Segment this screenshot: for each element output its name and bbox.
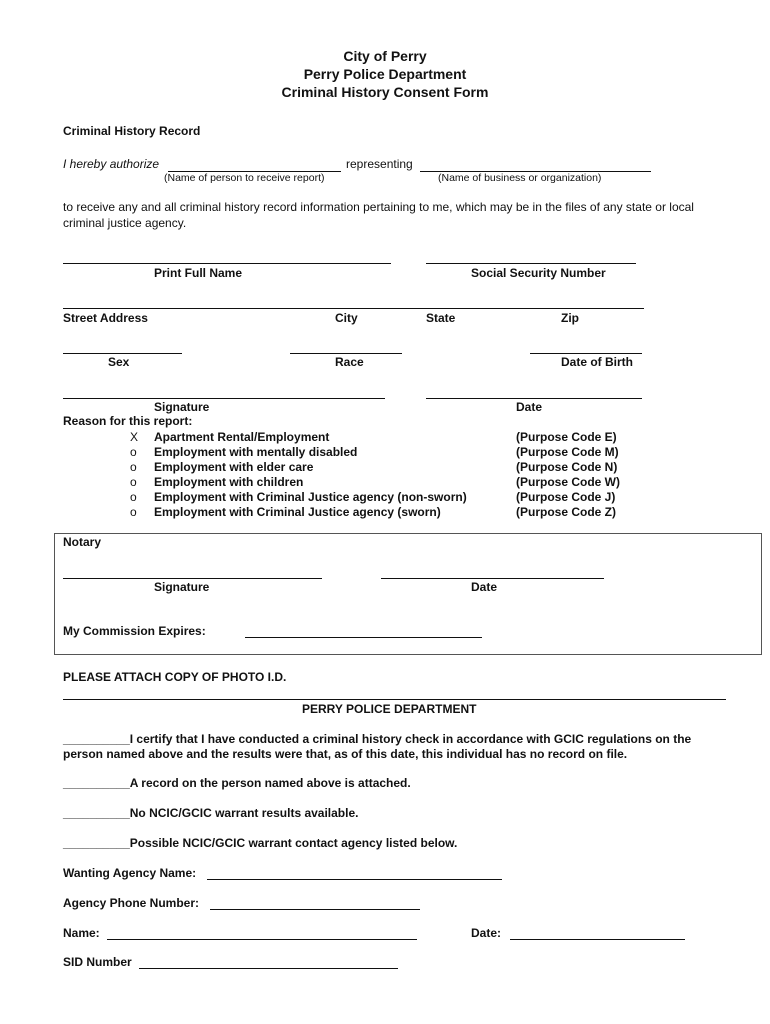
reason-option-3: Employment with children: [154, 475, 304, 489]
ssn-field[interactable]: [426, 263, 636, 264]
reason-option-1: Employment with mentally disabled: [154, 445, 358, 459]
signature-label: Signature: [154, 400, 210, 414]
name-label: Name:: [63, 926, 100, 940]
form-title: Criminal History Consent Form: [281, 84, 489, 100]
sex-field[interactable]: [63, 353, 182, 354]
reason-mark-3[interactable]: o: [130, 475, 137, 489]
reason-mark-0[interactable]: X: [130, 430, 139, 444]
no-warrant-text: No NCIC/GCIC warrant results available.: [129, 806, 359, 820]
caption-organization: (Name of business or organization): [438, 172, 602, 184]
dob-label: Date of Birth: [561, 355, 633, 369]
police-heading: PERRY POLICE DEPARTMENT: [302, 702, 477, 716]
full-name-field[interactable]: [63, 263, 391, 264]
possible-warrant-line: [63, 836, 457, 850]
section-divider: [63, 699, 726, 700]
form-header-department: Perry Police Department: [303, 66, 467, 82]
notary-signature-label: Signature: [154, 580, 210, 594]
reason-option-4: Employment with Criminal Justice agency (non-sworn): [154, 490, 467, 504]
reason-code-5: (Purpose Code Z): [516, 505, 617, 519]
certify-statement: [63, 732, 728, 762]
notary-label: Notary: [63, 535, 102, 549]
reason-option-5: Employment with Criminal Justice agency (sworn): [154, 505, 441, 519]
race-label: Race: [335, 355, 364, 369]
wanting-agency-field[interactable]: [207, 879, 502, 880]
sid-field[interactable]: [139, 968, 398, 969]
possible-warrant-blank[interactable]: __________: [63, 836, 130, 850]
city-label: City: [335, 311, 358, 325]
reason-code-0: (Purpose Code E): [516, 430, 617, 444]
reason-label: Reason for this report:: [63, 414, 193, 428]
police-date-label: Date:: [471, 926, 502, 940]
authorize-representing: representing: [346, 157, 413, 171]
reason-mark-2[interactable]: o: [130, 460, 137, 474]
reason-mark-5[interactable]: o: [130, 505, 137, 519]
street-address-label: Street Address: [63, 311, 148, 325]
authorize-prefix: I hereby authorize: [63, 157, 160, 171]
record-attached-blank[interactable]: __________: [63, 776, 130, 790]
sid-label: SID Number: [63, 955, 132, 969]
agency-phone-label: Agency Phone Number:: [63, 896, 200, 910]
ssn-label: Social Security Number: [471, 266, 606, 280]
reason-option-0: Apartment Rental/Employment: [154, 430, 330, 444]
no-warrant-blank[interactable]: __________: [63, 806, 130, 820]
possible-warrant-text: Possible NCIC/GCIC warrant contact agency listed below.: [129, 836, 458, 850]
address-field[interactable]: [63, 308, 644, 309]
reason-code-3: (Purpose Code W): [516, 475, 620, 489]
record-attached-text: A record on the person named above is attached.: [129, 776, 411, 790]
reason-code-2: (Purpose Code N): [516, 460, 618, 474]
certify-text: I certify that I have conducted a criminal history check in accordance with GCIC regulations on the person named above and the results were that, as of this date, this individual has no record on file.: [63, 732, 692, 761]
reason-code-4: (Purpose Code J): [516, 490, 616, 504]
agency-phone-field[interactable]: [210, 909, 420, 910]
notary-signature-field[interactable]: [63, 578, 322, 579]
notary-date-field[interactable]: [381, 578, 604, 579]
date-label: Date: [516, 400, 543, 414]
wanting-agency-label: Wanting Agency Name:: [63, 866, 197, 880]
police-date-field[interactable]: [510, 939, 685, 940]
signature-date-field[interactable]: [426, 398, 642, 399]
reason-code-1: (Purpose Code M): [516, 445, 619, 459]
consent-text: to receive any and all criminal history record information pertaining to me, which may be in the files of any state or local criminal justice agency.: [63, 200, 694, 230]
zip-label: Zip: [561, 311, 579, 325]
no-warrant-line: [63, 806, 358, 820]
certify-blank[interactable]: __________: [63, 732, 130, 746]
race-field[interactable]: [290, 353, 402, 354]
reason-mark-4[interactable]: o: [130, 490, 137, 504]
record-attached-line: [63, 776, 411, 790]
commission-field[interactable]: [245, 637, 482, 638]
signature-field[interactable]: [63, 398, 385, 399]
sex-label: Sex: [108, 355, 130, 369]
commission-label: My Commission Expires:: [63, 624, 206, 638]
reason-mark-1[interactable]: o: [130, 445, 137, 459]
name-field[interactable]: [107, 939, 417, 940]
reason-option-2: Employment with elder care: [154, 460, 314, 474]
form-header-city: City of Perry: [343, 48, 427, 64]
dob-field[interactable]: [530, 353, 642, 354]
state-label: State: [426, 311, 456, 325]
attach-photo-note: PLEASE ATTACH COPY OF PHOTO I.D.: [63, 670, 287, 684]
notary-date-label: Date: [471, 580, 498, 594]
print-full-name-label: Print Full Name: [154, 266, 243, 280]
caption-person: (Name of person to receive report): [164, 172, 325, 184]
section-title: Criminal History Record: [63, 124, 201, 138]
